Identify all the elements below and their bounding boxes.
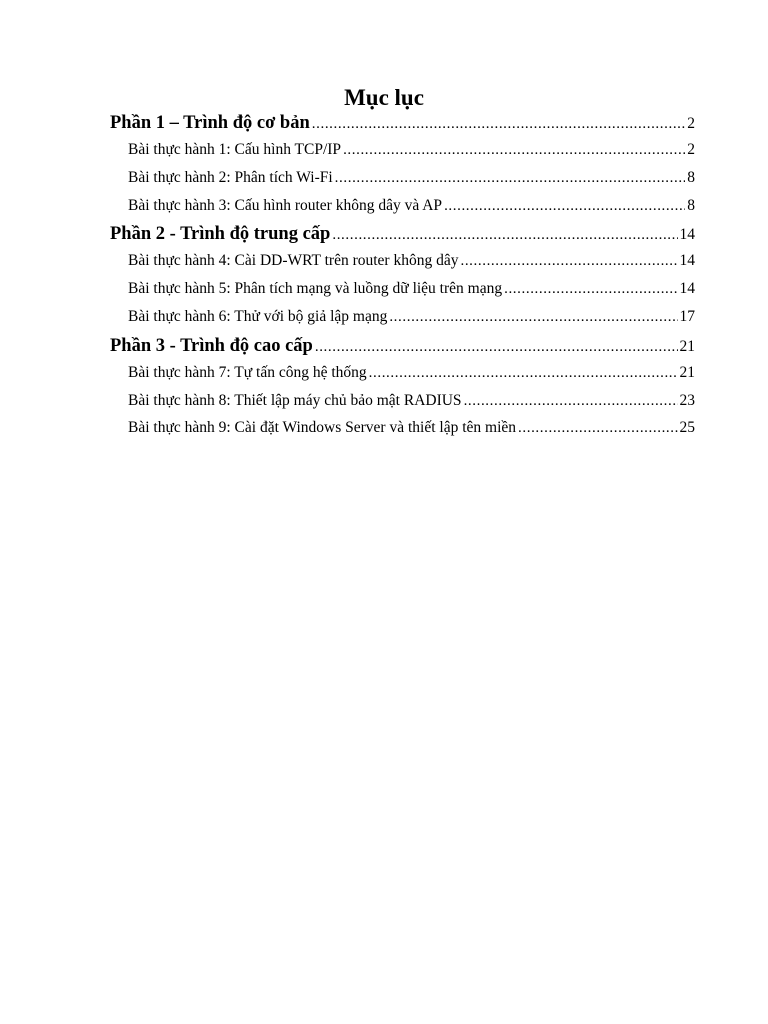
toc-lesson-7[interactable] [110, 364, 695, 392]
toc-part-2[interactable] [110, 224, 695, 252]
table-of-contents [110, 113, 695, 447]
toc-leader-dots [464, 393, 678, 410]
toc-lesson-4[interactable] [110, 252, 695, 280]
toc-lesson-label: Bài thực hành 8: Thiết lập máy chủ bảo mật RADIUS [128, 391, 462, 409]
toc-leader-dots [460, 253, 677, 270]
toc-leader-dots [504, 281, 677, 298]
toc-lesson-label: Bài thực hành 4: Cài DD-WRT trên router không dây [128, 252, 459, 270]
toc-leader-dots [335, 170, 686, 187]
toc-page-number: 25 [679, 419, 695, 437]
toc-lesson-5[interactable] [110, 280, 695, 308]
toc-title: Mục lục [344, 85, 424, 110]
toc-page-number: 8 [687, 168, 695, 186]
toc-page-number: 2 [687, 141, 695, 158]
toc-leader-dots [312, 116, 685, 133]
toc-leader-dots [315, 339, 678, 356]
toc-part-label: Phần 1 – Trình độ cơ bản [110, 113, 310, 133]
toc-lesson-9[interactable] [110, 419, 695, 447]
toc-page-number: 14 [679, 252, 695, 270]
toc-lesson-label: Bài thực hành 1: Cấu hình TCP/IP [128, 141, 342, 158]
toc-leader-dots [332, 227, 677, 244]
toc-part-3[interactable] [110, 336, 695, 364]
toc-leader-dots [369, 365, 678, 382]
toc-lesson-2[interactable] [110, 169, 695, 197]
toc-page-number: 14 [679, 280, 695, 298]
toc-page-number: 17 [679, 307, 695, 325]
toc-page-number: 21 [679, 337, 695, 355]
toc-part-1[interactable] [110, 113, 695, 141]
toc-lesson-1[interactable] [110, 141, 695, 169]
toc-lesson-6[interactable] [110, 308, 695, 336]
toc-page-number: 2 [687, 115, 695, 132]
toc-leader-dots [389, 309, 677, 326]
toc-part-label: Phần 2 - Trình độ trung cấp [110, 224, 331, 245]
toc-lesson-label: Bài thực hành 5: Phân tích mạng và luồng dữ liệu trên mạng [128, 280, 503, 298]
toc-lesson-label: Bài thực hành 9: Cài đặt Windows Server và thiết lập tên miền [128, 419, 517, 437]
toc-page-number: 21 [679, 363, 695, 381]
toc-page-number: 23 [679, 391, 695, 409]
toc-lesson-label: Bài thực hành 7: Tự tấn công hệ thống [128, 363, 367, 381]
toc-page-number: 8 [687, 196, 695, 214]
toc-part-label: Phần 3 - Trình độ cao cấp [110, 335, 313, 356]
toc-leader-dots [518, 420, 677, 437]
toc-lesson-label: Bài thực hành 3: Cấu hình router không dây và AP [128, 196, 443, 214]
toc-lesson-3[interactable] [110, 197, 695, 225]
toc-lesson-8[interactable] [110, 392, 695, 420]
toc-leader-dots [444, 198, 685, 215]
toc-lesson-label: Bài thực hành 6: Thử với bộ giả lập mạng [128, 307, 388, 325]
toc-page-number: 14 [679, 226, 695, 244]
toc-leader-dots [343, 142, 685, 159]
toc-lesson-label: Bài thực hành 2: Phân tích Wi-Fi [128, 168, 333, 186]
